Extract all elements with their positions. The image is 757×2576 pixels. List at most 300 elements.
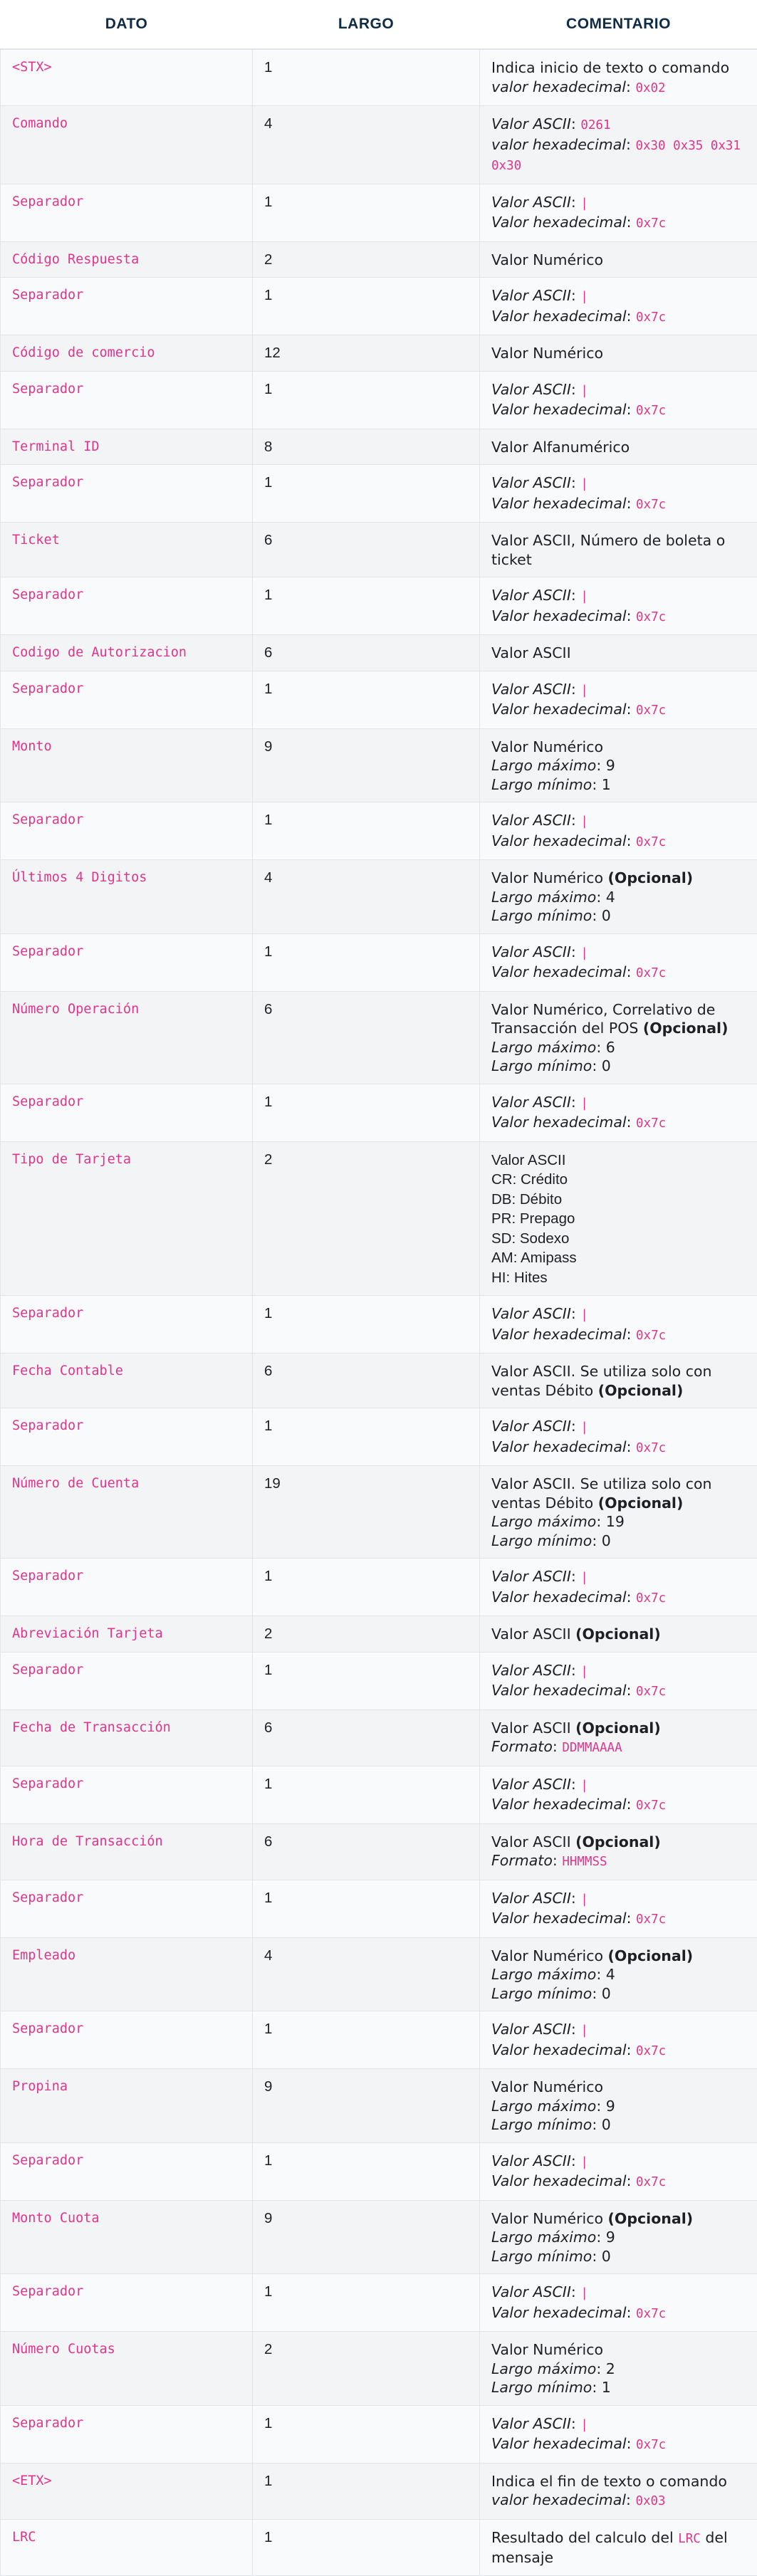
comment-text: PR: Prepago — [491, 1210, 575, 1227]
comment-line — [491, 58, 746, 78]
comment-text: Valor hexadecimal — [491, 1114, 627, 1131]
field-comment-cell — [480, 1354, 757, 1408]
comment-text: Valor Numérico — [491, 2210, 608, 2227]
code-value: 0x30 0x35 0x31 0x30 — [491, 139, 741, 174]
comment-text: Largo máximo — [491, 757, 596, 774]
field-name-cell: <STX> — [1, 49, 253, 106]
code-value: | — [580, 1096, 588, 1111]
column-header-dato: DATO — [1, 0, 253, 49]
comment-text: : — [571, 381, 580, 398]
field-length-cell: 8 — [253, 429, 480, 465]
field-length-cell: 1 — [253, 1766, 480, 1823]
comment-text: : — [627, 214, 636, 231]
field-comment-cell — [480, 1408, 757, 1466]
comment-text: Valor ASCII — [491, 681, 571, 698]
code-value: | — [580, 1571, 588, 1585]
comment-text: : — [627, 1910, 636, 1927]
field-name-cell: Separador — [1, 2142, 253, 2200]
comment-line — [491, 1093, 746, 1114]
comment-line — [491, 2078, 746, 2097]
comment-text: Valor ASCII — [491, 812, 571, 829]
comment-text: : — [571, 681, 580, 698]
table-row — [1, 1408, 757, 1466]
code-value: HHMMSS — [562, 1855, 607, 1869]
field-length-cell: 6 — [253, 523, 480, 577]
comment-text: : 0 — [592, 2116, 610, 2133]
comment-line — [491, 2360, 746, 2379]
field-comment-cell — [480, 278, 757, 335]
comment-line — [491, 193, 746, 214]
comment-line — [491, 2020, 746, 2041]
comment-text: del mensaje — [491, 2529, 728, 2567]
comment-text: : 9 — [596, 2098, 615, 2115]
field-name-cell: Empleado — [1, 1937, 253, 2011]
comment-line — [491, 2115, 746, 2135]
comment-text: Valor ASCII — [491, 1625, 575, 1643]
comment-line — [491, 135, 746, 176]
field-comment-cell — [480, 1466, 757, 1559]
comment-text: : 9 — [596, 2229, 615, 2246]
field-comment-cell — [480, 1710, 757, 1766]
comment-text: Largo máximo — [491, 1513, 596, 1530]
code-value: 0x7c — [636, 703, 666, 718]
field-comment-cell — [480, 1296, 757, 1354]
comment-line — [491, 1833, 746, 1852]
field-name-cell: Separador — [1, 1559, 253, 1616]
table-row — [1, 2142, 757, 2200]
field-name-cell: Separador — [1, 2011, 253, 2069]
comment-text: SD: Sodexo — [491, 1230, 569, 1247]
code-value: 0x7c — [636, 1116, 666, 1131]
field-name-cell: Ticket — [1, 523, 253, 577]
comment-line — [491, 1512, 746, 1532]
comment-text: : — [627, 1796, 636, 1813]
comment-text: Valor hexadecimal — [491, 401, 627, 418]
comment-line — [491, 700, 746, 721]
field-comment-cell — [480, 2519, 757, 2575]
comment-line — [491, 644, 746, 663]
field-length-cell: 1 — [253, 2463, 480, 2519]
field-name-cell: Comando — [1, 106, 253, 184]
field-name-cell: Abreviación Tarjeta — [1, 1616, 253, 1653]
comment-line — [491, 344, 746, 363]
comment-line — [491, 307, 746, 328]
field-name-cell: Separador — [1, 2274, 253, 2332]
comment-line — [491, 1475, 746, 1512]
field-length-cell: 6 — [253, 1823, 480, 1880]
field-length-cell: 1 — [253, 933, 480, 991]
comment-text: : 4 — [596, 1966, 615, 1983]
comment-line — [491, 1795, 746, 1816]
code-value: | — [580, 815, 588, 829]
code-value: LRC — [678, 2532, 701, 2546]
code-value: | — [580, 2418, 588, 2432]
table-row — [1, 1766, 757, 1823]
comment-line — [491, 2528, 746, 2567]
field-length-cell: 1 — [253, 1408, 480, 1466]
field-comment-cell — [480, 671, 757, 728]
comment-text: Resultado del calculo del — [491, 2529, 678, 2546]
comment-text: Valor ASCII — [491, 1776, 571, 1793]
comment-line — [491, 494, 746, 515]
code-value: 0x7c — [636, 1912, 666, 1927]
comment-text: valor hexadecimal — [491, 78, 626, 95]
comment-line — [491, 1268, 746, 1288]
code-value: 0x7c — [636, 1591, 666, 1606]
comment-text: Valor ASCII — [491, 1094, 571, 1111]
comment-text: : — [627, 832, 636, 849]
comment-text: Valor hexadecimal — [491, 2435, 627, 2452]
comment-text: Valor Numérico, Correlativo de Transacción del POS — [491, 1001, 715, 1037]
comment-text: Largo máximo — [491, 2360, 596, 2377]
code-value: | — [580, 197, 588, 211]
table-row — [1, 2463, 757, 2519]
comment-text: Indica el fin de texto o comando — [491, 2473, 727, 2490]
comment-text: : — [627, 308, 636, 325]
comment-text: : — [627, 1326, 636, 1343]
comment-text: Valor ASCII — [491, 115, 571, 132]
code-value: 0x02 — [635, 81, 665, 95]
comment-line — [491, 2172, 746, 2192]
comment-text: Largo mínimo — [491, 776, 592, 793]
comment-text: Valor Numérico — [491, 2341, 603, 2358]
comment-text: valor hexadecimal — [491, 136, 626, 153]
comment-line — [491, 2283, 746, 2303]
comment-text: : — [571, 587, 580, 604]
field-length-cell: 6 — [253, 1710, 480, 1766]
code-value: 0x7c — [636, 2307, 666, 2321]
comment-text: : — [627, 963, 636, 980]
code-value: | — [580, 590, 588, 604]
comment-line — [491, 906, 746, 926]
comment-text: : 4 — [596, 889, 615, 906]
comment-text: : — [571, 1662, 580, 1679]
comment-text: AM: Amipass — [491, 1250, 577, 1266]
comment-line — [491, 607, 746, 627]
comment-line — [491, 963, 746, 983]
comment-line — [491, 1151, 746, 1171]
comment-text: Formato — [491, 1852, 553, 1869]
comment-text: : — [571, 812, 580, 829]
comment-text: : — [571, 194, 580, 211]
comment-text: : — [627, 1588, 636, 1606]
field-comment-cell — [480, 1766, 757, 1823]
comment-text: Valor ASCII — [491, 2415, 571, 2432]
comment-line — [491, 2303, 746, 2324]
field-length-cell: 1 — [253, 671, 480, 728]
table-row — [1, 1354, 757, 1408]
field-comment-cell — [480, 2405, 757, 2463]
field-length-cell: 6 — [253, 991, 480, 1084]
comment-text: : — [571, 1305, 580, 1322]
comment-line — [491, 2209, 746, 2229]
comment-line — [491, 286, 746, 307]
field-length-cell: 1 — [253, 49, 480, 106]
comment-text: Valor ASCII — [491, 943, 571, 960]
comment-line — [491, 1567, 746, 1588]
comment-line — [491, 756, 746, 775]
comment-text: : — [571, 287, 580, 304]
comment-line — [491, 2041, 746, 2061]
comment-line — [491, 1775, 746, 1796]
table-row — [1, 2200, 757, 2274]
field-name-cell: Separador — [1, 1084, 253, 1141]
code-value: | — [580, 1308, 588, 1322]
table-row — [1, 1559, 757, 1616]
field-length-cell: 1 — [253, 1652, 480, 1710]
comment-text: Valor ASCII — [491, 1890, 571, 1907]
comment-text: : — [627, 2435, 636, 2452]
comment-text: Valor ASCII — [491, 587, 571, 604]
comment-text: Valor hexadecimal — [491, 2041, 627, 2058]
comment-text: Valor hexadecimal — [491, 832, 627, 849]
field-length-cell: 6 — [253, 1354, 480, 1408]
code-value: | — [580, 1779, 588, 1793]
field-comment-cell — [480, 1937, 757, 2011]
field-name-cell: Terminal ID — [1, 429, 253, 465]
comment-text: : 0 — [592, 2248, 610, 2265]
comment-text: Largo máximo — [491, 2098, 596, 2115]
field-name-cell: Número Cuotas — [1, 2332, 253, 2406]
code-value: 0x7c — [636, 2438, 666, 2452]
comment-line — [491, 531, 746, 569]
comment-line — [491, 1737, 746, 1758]
comment-text: : — [553, 1738, 562, 1755]
table-row — [1, 1880, 757, 1937]
comment-text: CR: Crédito — [491, 1171, 568, 1188]
field-comment-cell — [480, 465, 757, 523]
table-row — [1, 635, 757, 671]
code-value: 0x7c — [636, 1799, 666, 1813]
comment-text: : — [626, 78, 635, 95]
table-row — [1, 278, 757, 335]
comment-text: Largo mínimo — [491, 1057, 592, 1074]
comment-text: Valor ASCII — [491, 194, 571, 211]
field-comment-cell — [480, 49, 757, 106]
comment-text: (Opcional) — [608, 1947, 694, 1964]
field-comment-cell — [480, 860, 757, 934]
code-value: 0x7c — [636, 966, 666, 980]
table-row — [1, 2274, 757, 2332]
code-value: 0x7c — [636, 610, 666, 624]
column-header-largo: LARGO — [253, 0, 480, 49]
code-value: | — [580, 2286, 588, 2300]
table-row — [1, 523, 757, 577]
comment-text: Valor hexadecimal — [491, 2172, 627, 2189]
comment-line — [491, 2414, 746, 2435]
comment-text: : 6 — [596, 1039, 615, 1056]
field-comment-cell — [480, 635, 757, 671]
field-comment-cell — [480, 1823, 757, 1880]
comment-line — [491, 2152, 746, 2172]
table-row — [1, 371, 757, 429]
table-row — [1, 1937, 757, 2011]
field-comment-cell — [480, 1652, 757, 1710]
comment-text: Largo mínimo — [491, 2379, 592, 2396]
comment-text: DB: Débito — [491, 1191, 562, 1208]
table-row — [1, 465, 757, 523]
comment-text: Valor hexadecimal — [491, 963, 627, 980]
comment-text: : 1 — [592, 776, 610, 793]
code-value: | — [580, 2023, 588, 2038]
field-length-cell: 6 — [253, 635, 480, 671]
field-length-cell: 19 — [253, 1466, 480, 1559]
field-comment-cell — [480, 2332, 757, 2406]
field-length-cell: 1 — [253, 577, 480, 635]
comment-text: : — [627, 2041, 636, 2058]
comment-line — [491, 438, 746, 457]
comment-text: Valor ASCII, Número de boleta o ticket — [491, 532, 725, 568]
comment-line — [491, 869, 746, 888]
field-name-cell: Fecha Contable — [1, 1354, 253, 1408]
comment-text: : 0 — [592, 907, 610, 924]
table-row — [1, 2332, 757, 2406]
header-row — [1, 0, 757, 49]
field-length-cell: 1 — [253, 2142, 480, 2200]
field-name-cell: Código Respuesta — [1, 241, 253, 278]
table-row — [1, 2519, 757, 2575]
comment-text: : 9 — [596, 757, 615, 774]
comment-text: Largo mínimo — [491, 2116, 592, 2133]
comment-text: valor hexadecimal — [491, 2491, 626, 2508]
comment-text: (Opcional) — [575, 1833, 661, 1850]
field-length-cell: 9 — [253, 2069, 480, 2143]
field-name-cell: LRC — [1, 2519, 253, 2575]
field-length-cell: 2 — [253, 1141, 480, 1296]
comment-text: (Opcional) — [575, 1625, 661, 1643]
comment-text: : — [571, 2283, 580, 2300]
table-row — [1, 184, 757, 241]
code-value: 0x7c — [636, 498, 666, 512]
code-value: 0x7c — [636, 1441, 666, 1455]
table-header — [1, 0, 757, 49]
comment-text: Valor hexadecimal — [491, 607, 627, 624]
comment-text: Valor ASCII — [491, 644, 571, 661]
field-length-cell: 1 — [253, 1296, 480, 1354]
comment-text: : — [571, 115, 580, 132]
comment-line — [491, 586, 746, 607]
comment-line — [491, 2472, 746, 2491]
comment-text: Valor ASCII — [491, 1418, 571, 1435]
table-row — [1, 1084, 757, 1141]
field-length-cell: 1 — [253, 371, 480, 429]
comment-line — [491, 1588, 746, 1608]
table-row — [1, 991, 757, 1084]
table-row — [1, 1296, 757, 1354]
field-comment-cell — [480, 991, 757, 1084]
table-row — [1, 2011, 757, 2069]
comment-line — [491, 2434, 746, 2455]
comment-line — [491, 2378, 746, 2397]
comment-text: Valor hexadecimal — [491, 1796, 627, 1813]
comment-line — [491, 1681, 746, 1702]
field-name-cell: Separador — [1, 2405, 253, 2463]
code-value: | — [580, 684, 588, 698]
comment-line — [491, 1229, 746, 1249]
comment-text: Valor ASCII — [491, 287, 571, 304]
comment-line — [491, 1719, 746, 1738]
field-name-cell: Separador — [1, 802, 253, 860]
field-name-cell: Monto Cuota — [1, 2200, 253, 2274]
field-name-cell: Separador — [1, 278, 253, 335]
comment-line — [491, 1965, 746, 1984]
comment-line — [491, 888, 746, 907]
field-length-cell: 1 — [253, 2519, 480, 2575]
comment-line — [491, 1851, 746, 1872]
comment-line — [491, 811, 746, 832]
comment-text: : — [627, 1438, 636, 1455]
comment-text: Valor ASCII — [491, 1305, 571, 1322]
comment-text: : — [627, 1682, 636, 1699]
code-value: 0x7c — [636, 310, 666, 325]
comment-text: (Opcional) — [575, 1719, 661, 1737]
comment-text: Largo mínimo — [491, 2248, 592, 2265]
comment-text: : — [571, 1094, 580, 1111]
field-length-cell: 2 — [253, 2332, 480, 2406]
field-name-cell: Separador — [1, 465, 253, 523]
field-comment-cell — [480, 523, 757, 577]
field-comment-cell — [480, 1616, 757, 1653]
table-row — [1, 577, 757, 635]
comment-line — [491, 1304, 746, 1325]
comment-text: : 0 — [592, 1057, 610, 1074]
comment-line — [491, 1532, 746, 1551]
field-name-cell: Separador — [1, 933, 253, 991]
comment-text: : — [571, 1776, 580, 1793]
comment-line — [491, 1947, 746, 1966]
field-name-cell: Separador — [1, 1296, 253, 1354]
table-row — [1, 1616, 757, 1653]
comment-text: Valor Numérico — [491, 738, 603, 755]
comment-text: Valor ASCII — [491, 2021, 571, 2038]
comment-text: Valor hexadecimal — [491, 1438, 627, 1455]
code-value: DDMMAAAA — [562, 1741, 622, 1755]
comment-line — [491, 1417, 746, 1438]
field-length-cell: 9 — [253, 728, 480, 802]
comment-line — [491, 1438, 746, 1458]
code-value: 0261 — [580, 118, 610, 132]
comment-text: : — [553, 1852, 562, 1869]
comment-text: : — [571, 474, 580, 491]
comment-text: Valor hexadecimal — [491, 1326, 627, 1343]
comment-line — [491, 1057, 746, 1076]
comment-text: Valor hexadecimal — [491, 1682, 627, 1699]
field-comment-cell — [480, 2200, 757, 2274]
comment-text: Formato — [491, 1738, 553, 1755]
table-row — [1, 2069, 757, 2143]
field-comment-cell — [480, 2142, 757, 2200]
comment-line — [491, 2097, 746, 2116]
table-row — [1, 49, 757, 106]
comment-line — [491, 1190, 746, 1210]
field-length-cell: 1 — [253, 2011, 480, 2069]
field-comment-cell — [480, 1880, 757, 1937]
table-row — [1, 933, 757, 991]
comment-line — [491, 943, 746, 963]
comment-line — [491, 1113, 746, 1133]
field-length-cell: 9 — [253, 2200, 480, 2274]
comment-text: Valor hexadecimal — [491, 2304, 627, 2321]
field-length-cell: 4 — [253, 1937, 480, 2011]
comment-line — [491, 1909, 746, 1930]
field-length-cell: 4 — [253, 106, 480, 184]
comment-line — [491, 775, 746, 795]
comment-line — [491, 1362, 746, 1400]
table-body — [1, 49, 757, 2575]
comment-text: : 1 — [592, 2379, 610, 2396]
field-name-cell: Separador — [1, 1880, 253, 1937]
field-comment-cell — [480, 577, 757, 635]
